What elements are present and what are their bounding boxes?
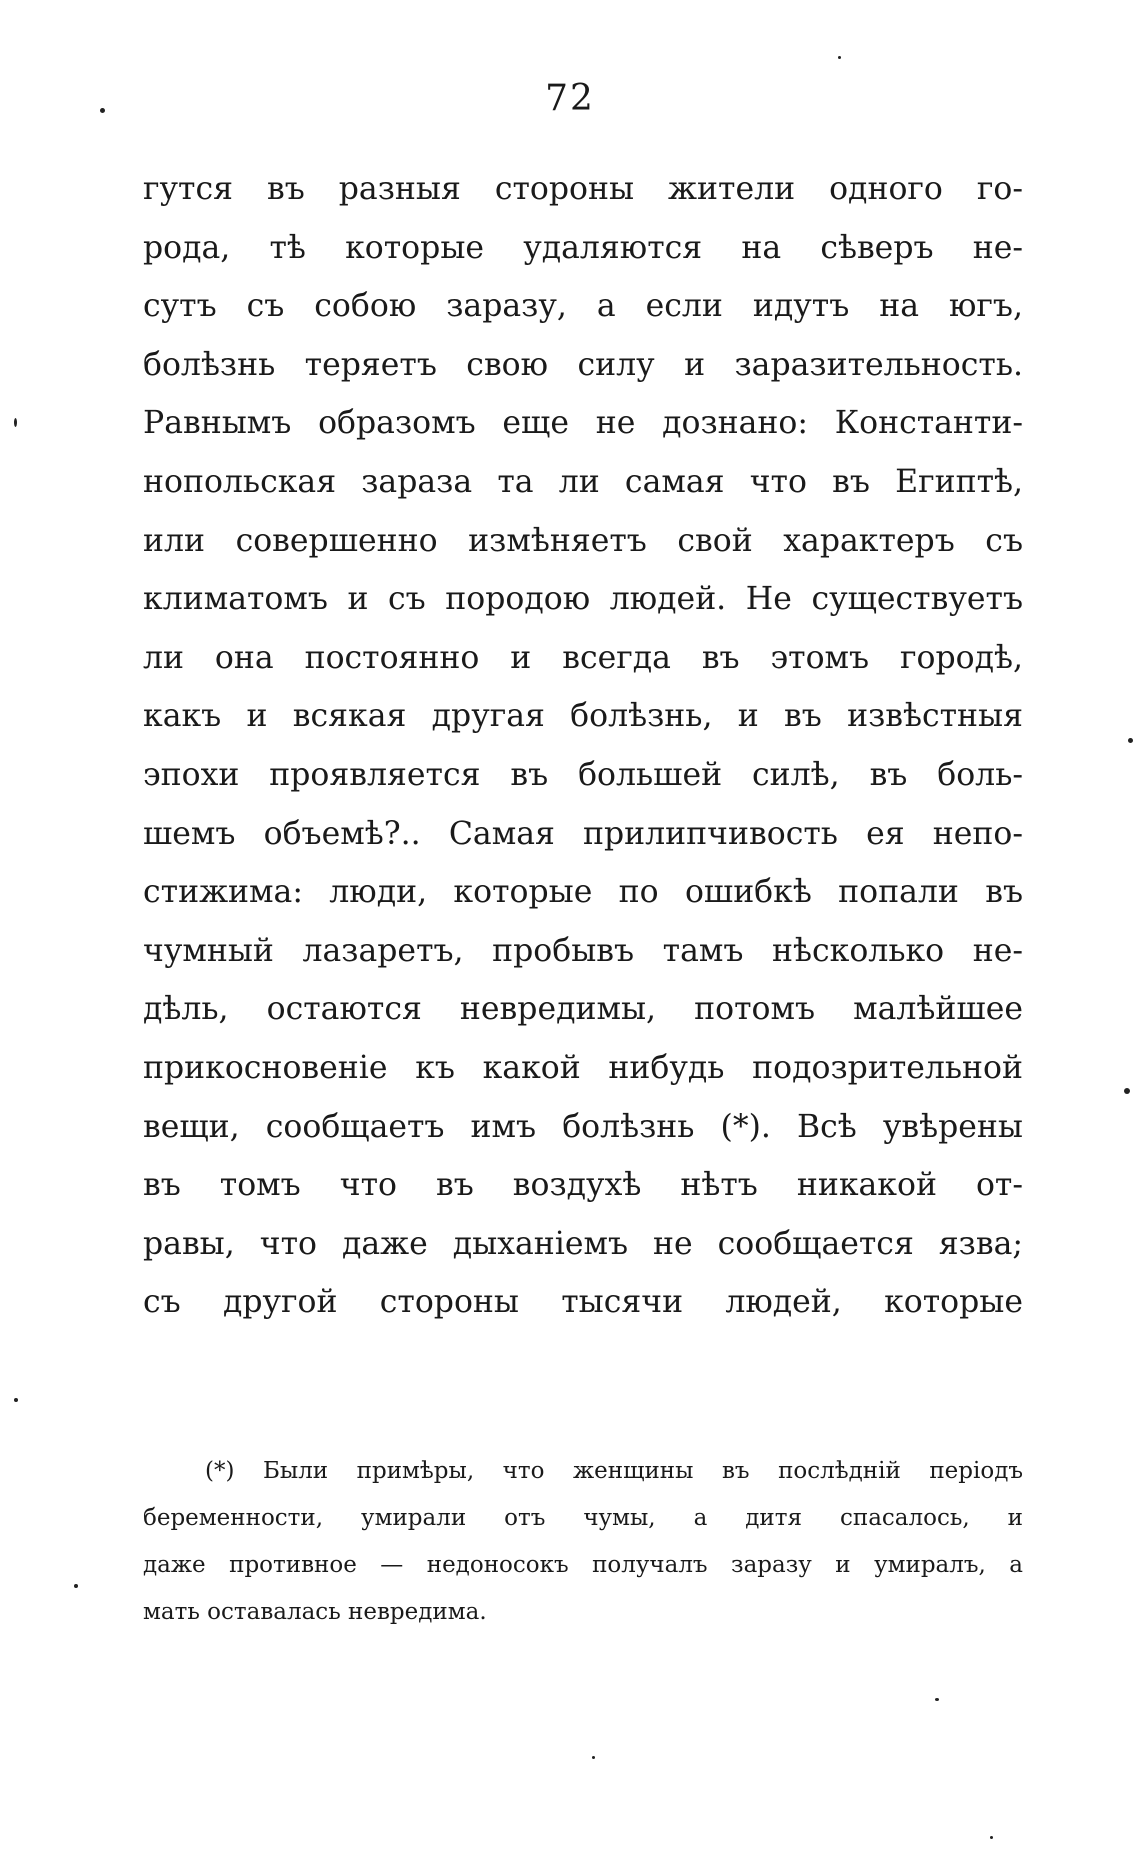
scan-speck [935,1698,939,1701]
text-line: вещи, сообщаетъ имъ болѣзнь (*). Всѣ увѣрены [143,1108,1023,1145]
text-line: болѣзнь теряетъ свою силу и заразительность. [143,346,1023,383]
scan-speck [74,1584,78,1588]
text-line: или совершенно измѣняетъ свой характеръ съ [143,522,1023,559]
text-line: рода, тѣ которые удаляются на сѣверъ не- [143,229,1023,266]
text-line: климатомъ и съ породою людей. Не существуетъ [143,581,1023,618]
text-line: шемъ объемѣ?.. Самая прилипчивость ея непо- [143,815,1023,852]
scan-speck [14,1398,18,1402]
text-line: съ другой стороны тысячи людей, которые [143,1284,1023,1321]
footnote-line: беременности, умирали отъ чумы, а дитя спасалось, и [143,1505,1023,1531]
text-line: дѣль, остаются невредимы, потомъ малѣйшее [143,991,1023,1028]
scan-speck [1124,1088,1130,1094]
text-line: сутъ съ собою заразу, а если идутъ на югъ, [143,288,1023,325]
text-line: стижима: люди, которые по ошибкѣ попали въ [143,874,1023,911]
text-line: ли она постоянно и всегда въ этомъ городѣ, [143,639,1023,676]
scan-speck [838,56,841,59]
main-text [143,160,1023,1332]
text-line: Равнымъ образомъ еще не дознано: Константи- [143,405,1023,442]
text-line: гутся въ разныя стороны жители одного го- [143,171,1023,207]
footnote [143,1448,1023,1636]
scan-speck [1128,738,1133,743]
footnote-line: (*) Были примѣры, что женщины въ послѣдній періодъ [205,1458,1023,1484]
page-number: 72 [545,78,595,119]
text-line: эпохи проявляется въ большей силѣ, въ боль- [143,756,1023,793]
text-line: нопольская зараза та ли самая что въ Египтѣ, [143,463,1023,500]
scan-speck [14,418,17,427]
scan-speck [990,1836,993,1839]
scan-speck [592,1756,595,1759]
text-line: чумный лазаретъ, пробывъ тамъ нѣсколько не- [143,932,1023,969]
text-line: какъ и всякая другая болѣзнь, и въ извѣстныя [143,698,1023,735]
text-line: равы, что даже дыханіемъ не сообщается язва; [143,1225,1023,1262]
scan-speck [100,108,105,113]
text-line: въ томъ что въ воздухѣ нѣтъ никакой от- [143,1167,1023,1204]
text-line: прикосновеніе къ какой нибудь подозрительной [143,1049,1023,1086]
footnote-line: мать оставалась невредима. [143,1599,487,1625]
footnote-line: даже противное — недоносокъ получалъ заразу и умиралъ, а [143,1552,1023,1578]
